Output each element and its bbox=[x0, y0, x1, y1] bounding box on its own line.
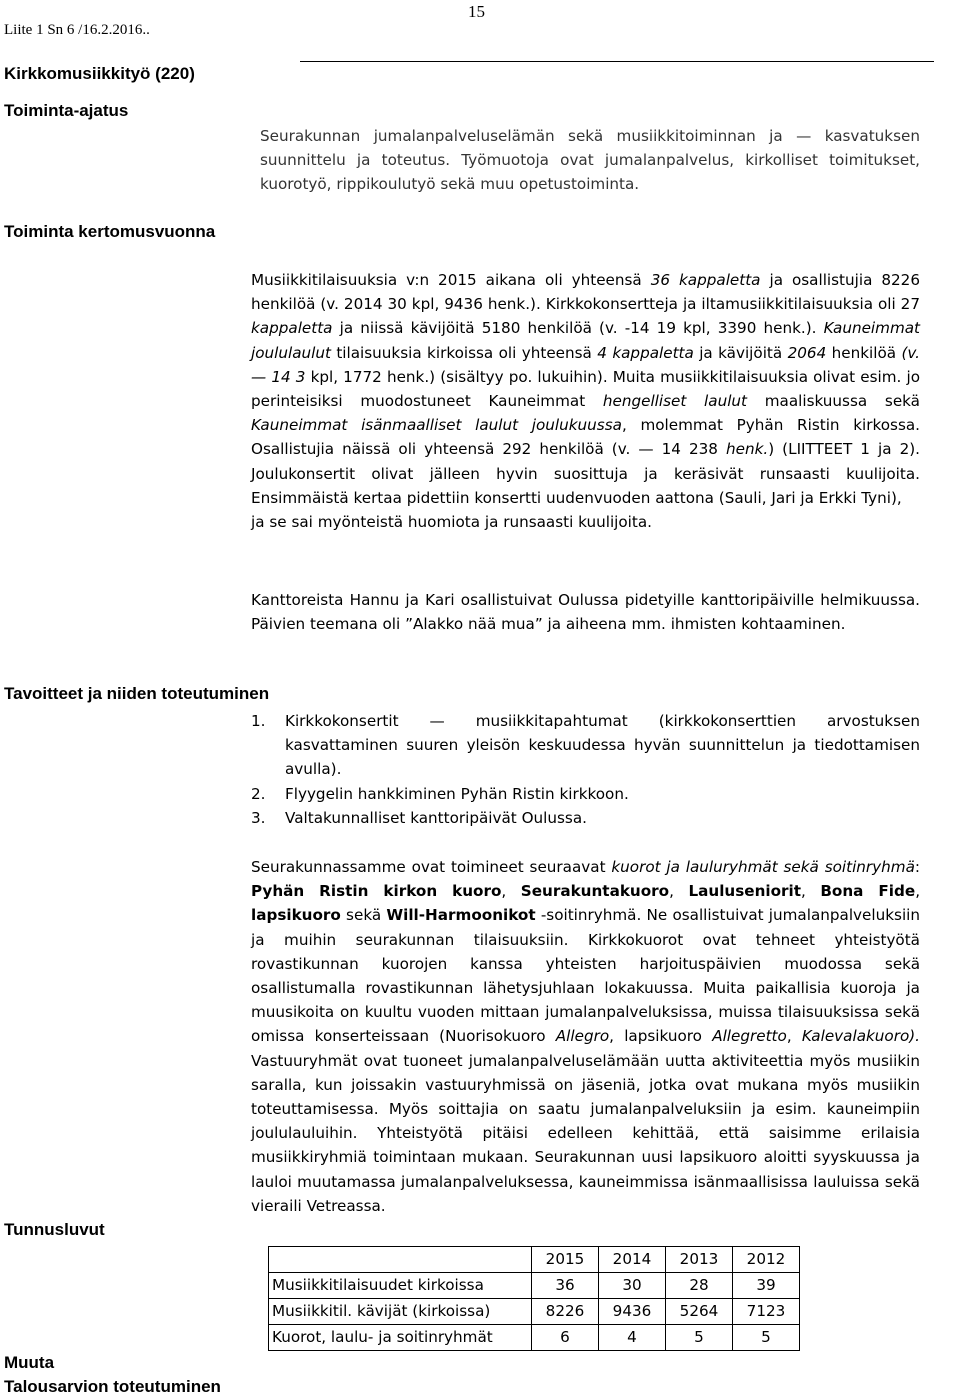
attachment-reference: Liite 1 Sn 6 /16.2.2016.. bbox=[4, 22, 150, 38]
year-header: 2015 bbox=[532, 1247, 599, 1273]
table-cell: 28 bbox=[666, 1273, 733, 1299]
report-paragraph bbox=[251, 268, 920, 534]
page-number: 15 bbox=[468, 2, 485, 21]
heading-kertomusvuonna: Toiminta kertomusvuonna bbox=[4, 222, 216, 241]
heading-muuta: Muuta bbox=[4, 1353, 55, 1372]
section-title: Kirkkomusiikkityö (220) bbox=[4, 64, 195, 83]
table-cell: 5 bbox=[666, 1325, 733, 1351]
year-header: 2014 bbox=[599, 1247, 666, 1273]
heading-tunnusluvut: Tunnusluvut bbox=[4, 1220, 105, 1239]
table-cell: 9436 bbox=[599, 1299, 666, 1325]
row-label: Musiikkitilaisuudet kirkoissa bbox=[269, 1273, 532, 1299]
table-cell: 4 bbox=[599, 1325, 666, 1351]
table-cell: 39 bbox=[733, 1273, 800, 1299]
table-row bbox=[269, 1325, 800, 1351]
table-header-row bbox=[269, 1247, 800, 1273]
row-label: Kuorot, laulu- ja soitinryhmät bbox=[269, 1325, 532, 1351]
table-cell: 8226 bbox=[532, 1299, 599, 1325]
year-header: 2013 bbox=[666, 1247, 733, 1273]
table-cell: 6 bbox=[532, 1325, 599, 1351]
header-rule bbox=[300, 61, 934, 62]
purpose-line: kuorotyö, rippikoulutyö sekä muu opetustoiminta. bbox=[260, 175, 640, 194]
table-cell: 36 bbox=[532, 1273, 599, 1299]
row-label: Musiikkitil. kävijät (kirkoissa) bbox=[269, 1299, 532, 1325]
purpose-paragraph bbox=[260, 124, 920, 197]
table-cell: 30 bbox=[599, 1273, 666, 1299]
choirs-paragraph bbox=[251, 855, 920, 1218]
table-row bbox=[269, 1273, 800, 1299]
goals-list bbox=[251, 709, 920, 830]
heading-talousarvio: Talousarvion toteutuminen bbox=[4, 1377, 221, 1396]
heading-toiminta-ajatus: Toiminta-ajatus bbox=[4, 101, 129, 120]
choirs-text: Seurakunnassamme ovat toimineet seuraavat kuorot ja lauluryhmät sekä soitinryhmä: Pyhän Ristin kirkon kuoro, Seurakuntakuoro, Lauluseniorit, Bona Fide, lapsikuoro sekä Will-Harmoonikot -soitinryhmä. Ne osallistuivat jumalanpalveluksiin ja muihin seurakunnan tilaisuuksiin. Kirkkokuorot ovat tehneet yhteistyötä rovastikunnan kuorojen kanssa yhteisten harjoituspäivien muodossa sekä osallistumalla rovastikunnan lähetysjuhlaan lokakuussa. Muita paikallisia kuoroja ja muusikoita on kuultu vuoden mittaan jumalanpalveluksissa, muissa tilaisuuksissa sekä omissa konserteissaan (Nuorisokuoro Allegro, lapsikuoro Allegretto, Kalevalakuoro). Vastuuryhmät ovat tuoneet jumalanpalveluselämään uutta aktiviteettia myös musiikin saralla, kun joissakin vastuuryhmissä on jäseniä, jotka ovat mukana myös musiikin toteuttamisessa. Myös soittajia on saatu jumalanpalveluksiin ja esim. kauneimpiin joululauluihin. Yhteistyötä pitäisi edelleen kehittää, että saisimme erilaisia musiikkiryhmiä toimintaan mukaan. Seurakunnan uusi lapsikuoro aloitti syyskuussa ja lauloi muutamassa jumalanpalveluksessa, kauneimmissa isänmaallisissa lauluissa sekä vieraili Vetreassa. bbox=[251, 858, 921, 1215]
heading-tavoitteet: Tavoitteet ja niiden toteutuminen bbox=[4, 684, 270, 703]
year-header: 2012 bbox=[733, 1247, 800, 1273]
report-text: Musiikkitilaisuuksia v:n 2015 aikana oli yhteensä 36 kappaletta ja osallistujia 8226 henkilöä (v. 2014 30 kpl, 9436 henk.). Kirkkokonsertteja ja iltamusiikkitilaisuuksia oli 27 kappaletta ja niissä kävijöitä 5180 henkilöä (v. -14 19 kpl, 3390 henk.). Kauneimmat joululaulut tilaisuuksia kirkoissa oli yhteensä 4 kappaletta ja kävijöitä 2064 henkilöä (v. — 14 3 kpl, 1772 henk.) (sisältyy po. lukuihin). Muita musiikkitilaisuuksia olivat esim. jo perinteisiksi muodostuneet Kauneimmat hengelliset laulut maaliskuussa sekä Kauneimmat isänmaalliset laulut joulukuussa, molemmat Pyhän Ristin kirkossa. Osallistujia näissä oli yhteensä 292 henkilöä (v. — 14 238 henk.) (LIITTEET 1 ja 2). Joulukonsertit olivat jälleen hyvin suosittuja ja keräsivät runsaasti kuulijoita. Ensimmäistä kertaa pidettiin konsertti uudenvuoden aattona (Sauli, Jari ja Erkki Tyni), bbox=[251, 271, 921, 507]
statistics-table bbox=[268, 1246, 800, 1351]
goal-item: 3. Valtakunnalliset kanttoripäivät Oulussa. bbox=[251, 808, 587, 827]
table-row bbox=[269, 1299, 800, 1325]
report-text-end: ja se sai myönteistä huomiota ja runsaasti kuulijoita. bbox=[251, 513, 652, 532]
table-cell: 7123 bbox=[733, 1299, 800, 1325]
table-cell: 5264 bbox=[666, 1299, 733, 1325]
table-cell: 5 bbox=[733, 1325, 800, 1351]
purpose-line: suunnittelu ja toteutus. Työmuotoja ovat jumalanpalvelus, kirkolliset toimitukset, bbox=[260, 151, 920, 170]
goal-item: 2. Flyygelin hankkiminen Pyhän Ristin kirkkoon. bbox=[251, 784, 629, 803]
table-corner-cell bbox=[269, 1247, 532, 1273]
cantor-paragraph: Kanttoreista Hannu ja Kari osallistuivat Oulussa pidetyille kanttoripäiville helmikuussa. Päivien teemana oli ”Alakko nää mua” ja aiheena mm. ihmisten kohtaaminen. bbox=[251, 591, 920, 634]
goal-item: 1. Kirkkokonsertit — musiikkitapahtumat (kirkkokonserttien arvostuksen kasvattaminen suuren yleisön keskuudessa hyvän suunnittelun ja tiedottamisen avulla). bbox=[251, 712, 920, 779]
purpose-line: Seurakunnan jumalanpalveluselämän sekä musiikkitoiminnan ja — kasvatuksen bbox=[260, 127, 920, 145]
